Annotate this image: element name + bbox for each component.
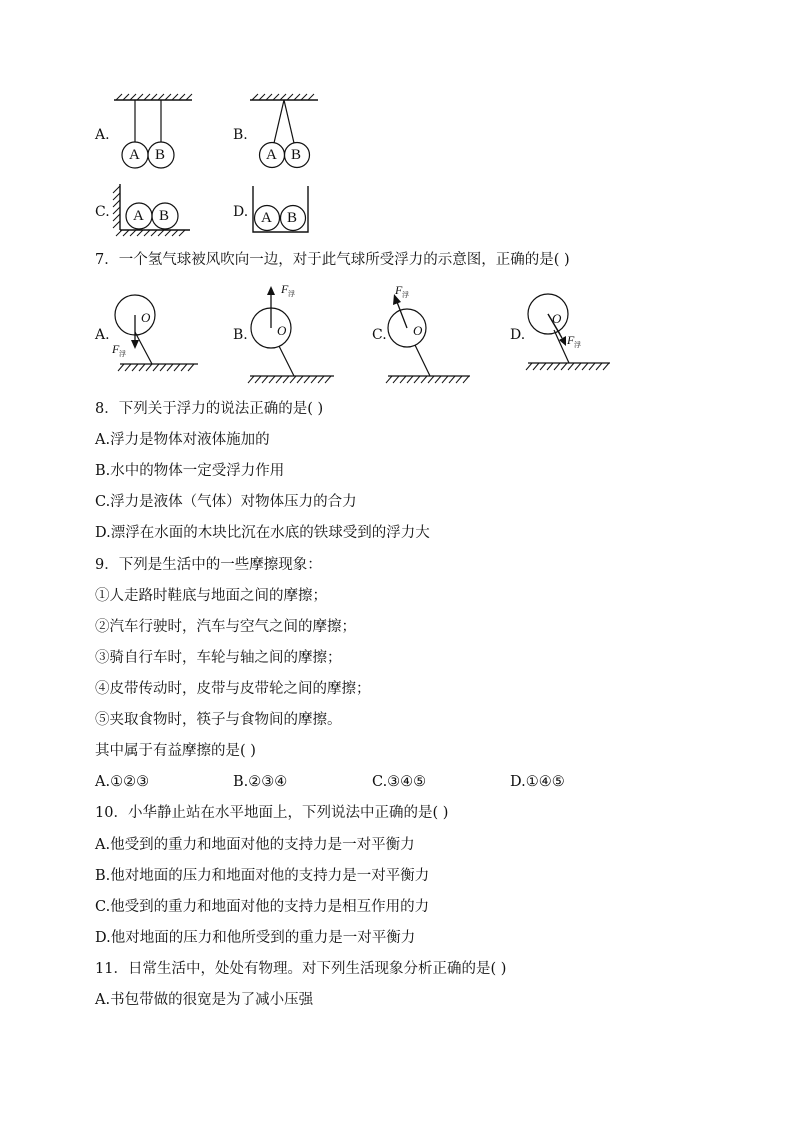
q7-d-force: F bbox=[567, 333, 575, 347]
q6-c-ball-a: A bbox=[133, 208, 144, 224]
q11-option-a: A.书包带做的很宽是为了减小压强 bbox=[95, 992, 314, 1008]
q7-stem: 7．一个氢气球被风吹向一边，对于此气球所受浮力的示意图，正确的是( ) bbox=[95, 252, 570, 268]
q9-item-5: ⑤夹取食物时，筷子与食物间的摩擦。 bbox=[95, 712, 342, 728]
q6-d-ball-a: A bbox=[261, 210, 272, 226]
q6-option-c-label: C. bbox=[95, 204, 110, 220]
q7-b-force-sub: 浮 bbox=[288, 290, 295, 298]
q9-option-a: A.①②③ bbox=[95, 774, 150, 790]
q6-figure-a bbox=[108, 92, 198, 172]
q7-c-force-sub: 浮 bbox=[402, 291, 409, 299]
q8-option-c: C.浮力是液体（气体）对物体压力的合力 bbox=[95, 494, 357, 510]
q7-a-center: O bbox=[141, 310, 151, 325]
q7-option-a-label: A. bbox=[95, 327, 110, 343]
q6-b-ball-a: A bbox=[266, 147, 277, 163]
q9-item-4: ④皮带传动时，皮带与皮带轮之间的摩擦； bbox=[95, 681, 371, 697]
q7-b-force: F bbox=[281, 282, 289, 296]
q7-option-c-label: C. bbox=[372, 327, 387, 343]
q9-option-c: C.③④⑤ bbox=[372, 774, 427, 790]
q7-c-force: F bbox=[395, 283, 403, 297]
q9-item-1: ①人走路时鞋底与地面之间的摩擦； bbox=[95, 588, 327, 604]
q10-option-a: A.他受到的重力和地面对他的支持力是一对平衡力 bbox=[95, 837, 415, 853]
q7-b-center: O bbox=[277, 323, 287, 338]
q7-c-center: O bbox=[413, 323, 423, 338]
q6-figure-c bbox=[108, 180, 198, 240]
q8-stem: 8．下列关于浮力的说法正确的是( ) bbox=[95, 401, 324, 417]
q8-option-a: A.浮力是物体对液体施加的 bbox=[95, 432, 270, 448]
q7-figure-a bbox=[108, 290, 203, 382]
q7-a-force-sub: 浮 bbox=[119, 350, 126, 358]
q11-stem: 11．日常生活中，处处有物理。对下列生活现象分析正确的是( ) bbox=[95, 961, 507, 977]
q7-a-force: F bbox=[112, 342, 120, 356]
q10-option-c: C.他受到的重力和地面对他的支持力是相互作用的力 bbox=[95, 899, 430, 915]
q6-option-b-label: B. bbox=[233, 127, 248, 143]
q7-d-center: O bbox=[552, 311, 562, 326]
q9-question: 其中属于有益摩擦的是( ) bbox=[95, 743, 256, 759]
q9-stem: 9．下列是生活中的一些摩擦现象： bbox=[95, 557, 322, 573]
q6-c-ball-b: B bbox=[159, 208, 170, 224]
q6-option-a-label: A. bbox=[95, 127, 110, 143]
q6-d-ball-b: B bbox=[287, 210, 298, 226]
q7-d-force-sub: 浮 bbox=[574, 341, 581, 349]
q9-option-b: B.②③④ bbox=[233, 774, 288, 790]
q9-item-2: ②汽车行驶时，汽车与空气之间的摩擦； bbox=[95, 619, 356, 635]
q6-b-ball-b: B bbox=[291, 147, 302, 163]
q8-option-d: D.漂浮在水面的木块比沉在水底的铁球受到的浮力大 bbox=[95, 525, 430, 541]
q6-option-d-label: D. bbox=[233, 204, 249, 220]
q7-option-d-label: D. bbox=[510, 327, 526, 343]
q6-a-ball-a: A bbox=[129, 147, 140, 163]
q9-item-3: ③骑自行车时，车轮与轴之间的摩擦； bbox=[95, 650, 342, 666]
q8-option-b: B.水中的物体一定受浮力作用 bbox=[95, 463, 285, 479]
q7-option-b-label: B. bbox=[233, 327, 248, 343]
q10-stem: 10．小华静止站在水平地面上，下列说法中正确的是( ) bbox=[95, 805, 449, 821]
q10-option-d: D.他对地面的压力和他所受到的重力是一对平衡力 bbox=[95, 930, 416, 946]
q10-option-b: B.他对地面的压力和地面对他的支持力是一对平衡力 bbox=[95, 868, 430, 884]
q6-figure-d bbox=[246, 180, 316, 240]
q6-a-ball-b: B bbox=[155, 147, 166, 163]
q6-figure-b bbox=[246, 92, 326, 172]
q9-option-d: D.①④⑤ bbox=[510, 774, 565, 790]
